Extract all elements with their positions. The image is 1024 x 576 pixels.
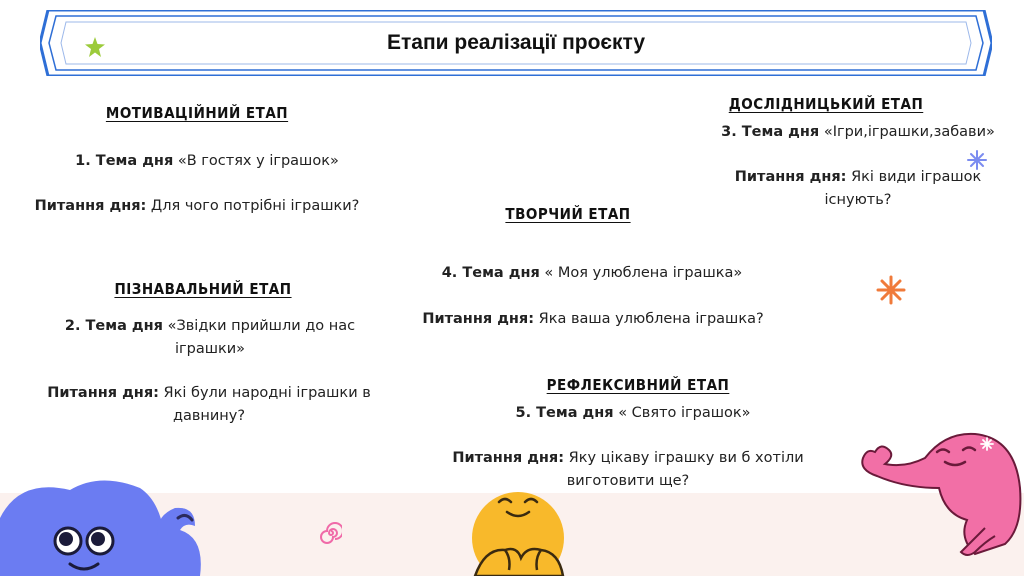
motivational-stage-heading: МОТИВАЦІЙНИЙ ЕТАП <box>105 104 289 122</box>
cognitive-stage-heading: ПІЗНАВАЛЬНИЙ ЕТАП <box>114 280 292 298</box>
research-question: Питання дня: Які види іграшок існують? <box>734 169 982 208</box>
blue-sparkle-icon <box>967 150 987 170</box>
green-star-icon <box>84 36 106 58</box>
pink-spiral-icon <box>320 522 342 544</box>
research-stage-heading: ДОСЛІДНИЦЬКИЙ ЕТАП <box>728 95 924 113</box>
cognitive-topic: 2. Тема дня «Звідки прийшли до нас іграшки» <box>64 318 356 357</box>
creative-stage-heading: ТВОРЧИЙ ЕТАП <box>505 205 631 223</box>
page-title: Етапи реалізації проєкту <box>386 31 646 54</box>
research-topic: 3. Тема дня «Ігри,іграшки,забави» <box>721 124 995 140</box>
reflexive-stage-heading: РЕФЛЕКСИВНИЙ ЕТАП <box>546 376 730 394</box>
motivational-question: Питання дня: Для чого потрібні іграшки? <box>34 198 360 214</box>
cognitive-question: Питання дня: Які були народні іграшки в давнину? <box>47 385 371 424</box>
yellow-character-icon <box>455 488 581 576</box>
creative-topic: 4. Тема дня « Моя улюблена іграшка» <box>441 265 743 281</box>
reflexive-question: Питання дня: Яку цікаву іграшку ви б хотіли виготовити ще? <box>452 450 804 489</box>
blue-heart-character-icon <box>0 478 220 576</box>
orange-sparkle-icon <box>876 275 906 305</box>
motivational-topic: 1. Тема дня «В гостях у іграшок» <box>75 153 339 169</box>
reflexive-topic: 5. Тема дня « Свято іграшок» <box>515 405 751 421</box>
pink-character-icon <box>855 428 1024 558</box>
creative-question: Питання дня: Яка ваша улюблена іграшка? <box>422 311 764 327</box>
